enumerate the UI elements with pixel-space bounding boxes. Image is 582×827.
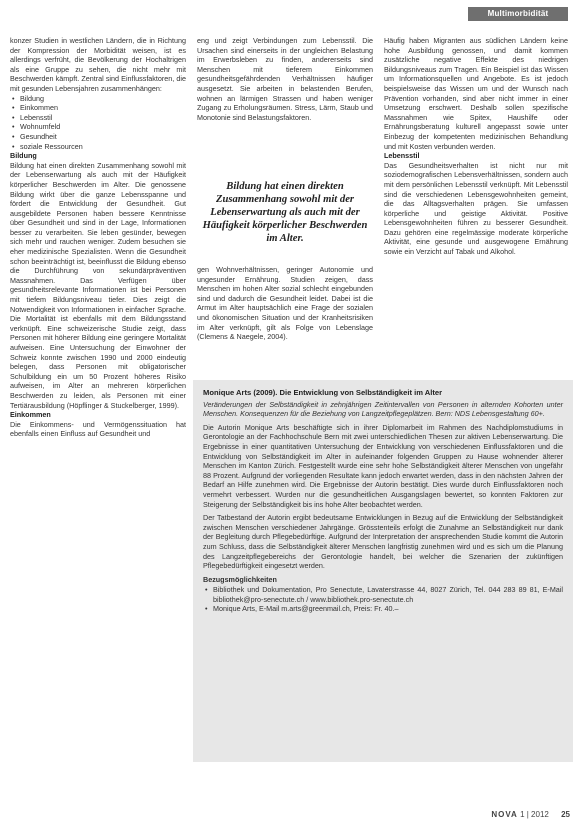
- paragraph-einkommen: Die Einkommens- und Vermögenssituation hat ebenfalls einen Einfluss auf Gesundheit und: [10, 419, 186, 439]
- paragraph-bildung: Bildung hat einen direkten Zusammenhang sowohl mit der Lebenserwartung als auch mit der Häufigkeit körperlicher Beschwerden im Alter. Die genossene Bildung wirkt über die ganze Lebensspanne und fördert die Entwicklung der Gesundheit. Gut ausgebildete Personen haben bessere Kenntnisse über Gesundheit und sind in der Lage, Informationen besser zu verarbeiten. Sie leben gesünder, bewegen sich mehr und rauchen weniger. Zudem besuchen sie eher medizinische Spezialisten. Wenn die Gesundheit schon beeinträchtigt ist, beeinflusst die Bildung ebenso die Durchführung von sekundärpräventiven Massnahmen. Das Verfügen über gesundheitsrelevante Informationen ist bei Personen mit tiefem Bildungsniveau tiefer. Dies zeigt die Notwendigkeit von Informationen in einfacher Sprache. Die Mortalität ist ebenfalls mit dem Bildungsstand verknüpft. Eine schweizerische Studie zeigt, dass Personen mit höherer Bildung eine geringere Mortalität aufweisen. Eine Untersuchung der Einwohner der Schweiz konnte zwischen 1990 und 2000 eindeutig belegen, dass Personen mit obligatorischer Schulbildung ein um 50 Prozent höheres Risiko aufweisen, im Alter an mehreren körperlichen Beschwerden zu leiden, als Personen mit einer Tertiärausbildung (Höpflinger & Stuckelberger, 1999).: [10, 160, 186, 410]
- info-box-paragraph: Die Autorin Monique Arts beschäftigte sich in ihrer Diplomarbeit im Rahmen des Nachdiplomstudiums in Gerontologie an der Fachhochschule Bern mit zwei unterschiedlichen Thesen zur aktiven Lebenserwartung. Die Ergebnisse in einer quantitativen Untersuchung der Entwicklung von verschiedenen Einflussfaktoren und die Entwicklung von Selbständigkeit im Alter in aufeinander folgenden Gruppen zu Hause wohnender älterer Menschen im Kanton Zürich. Festgestellt wurde eine sehr hohe Selbständigkeit älterer Menschen von ungefähr 88 Prozent. Aufgrund der vorliegenden Resultate kann jedoch erwartet werden, dass in den nächsten Jahren der Bedarf an Hilfe zunehmen wird. Die Ergebnisse der Autorin bestätigt. Dies wurde durch Einflussfaktoren noch vermehrt verbessert. Wurden nur die gesundheitlichen Ausgangslagen bewertet, so konnten Faktoren zur Steigerung der Selbständigkeit bis ins hohe Alter beobachtet werden.: [203, 422, 563, 509]
- factor-list: [10, 94, 186, 152]
- bezug-item: • Monique Arts, E-Mail m.arts@greenmail.ch, Preis: Fr. 40.–: [213, 604, 563, 614]
- page-footer: [491, 810, 570, 819]
- magazine-name: NOVA: [491, 810, 518, 819]
- section-tag: Multimorbidität: [468, 7, 568, 21]
- info-box-subtitle: Veränderungen der Selbständigkeit in zehnjährigen Zeitintervallen von Personen in alternden Kohorten unter Menschen. Konsequenzen für die Beziehung von Langzeitpflegeplätzen. Bern: NDS Lebensgestaltung 60+.: [203, 399, 563, 419]
- paragraph-lebensstil: Das Gesundheitsverhalten ist nicht nur mit soziodemografischen Lebensverhältnissen, sondern auch mit dem persönlichen Lebensstil verknüpft. Mit Lebensstil sind die verschiedenen Lebensgewohnheiten gemeint, die das Alltagsverhalten prägen. Sie umfassen körperliche und geistige Aktivität. Positive Lebensgewohnheiten führen zu besserer Gesundheit. Dazu gehören eine regelmässige moderate körperliche Aktivität, eine gesunde und ausgewogene Ernährung sowie ein Verzicht auf Tabak und Alkohol.: [384, 160, 568, 257]
- info-box-paragraph: Der Tatbestand der Autorin ergibt bedeutsame Entwicklungen in Bezug auf die Entwicklung der Selbständigkeit zwischen Menschen verschiedener Jahrgänge. Grösstenteils erfolgt die Zunahme an Selbständigkeit nur dank der Begleitung durch Pflegebedürftige. Aufgrund der Interpretation der ansprechenden Studie kommt die Autorin zum Schluss, dass die Selbständigkeit älterer Menschen langfristig zunehmen wird und es sich um die Planung des Langzeitpflegebereichs der Gerontologie handelt, bei welcher die Szenarien der zukünftigen Pflegebedürftigkeit eingesetzt werden.: [203, 513, 563, 571]
- subheading-bildung: Bildung: [10, 151, 37, 161]
- paragraph-migration: Häufig haben Migranten aus südlichen Ländern keine hohe Ausbildung genossen, und damit kommen zusätzliche negative Effekte des niedrigen Bildungsniveaus zum Tragen. Ein Beispiel ist das Wissen um Informationsquellen und Angebote. Es ist jedoch beispielsweise das Wissen um und der Wunsch nach Prävention vorhanden, sind aber nicht immer in einer Umsetzung erschwert. Deshalb sollen spezifische Massnahmen wie Spitex, Haushilfe oder Ernährungsberatung kulturell angepasst sowie unter Einbezug der kompetenten medizinischen Behandlung und mit Kosten verbunden werden.: [384, 36, 568, 151]
- bezug-list: [203, 585, 563, 614]
- column-right: [384, 36, 568, 257]
- column-left: [10, 36, 186, 439]
- paragraph-income-continued: eng und zeigt Verbindungen zum Lebensstil. Die Ursachen sind einerseits in der ungleichen Belastung im Erwerbsleben zu finden, andererseits sind Menschen mit tieferem Einkommen gesundheitsgefährdenden Verhältnissen häufiger ausgesetzt. Sie arbeiten in belastenden Berufen, wohnen an lärmigen Strassen und haben weniger Zugang zu Erholungsräumen. Stress, Lärm, Staub und Monotonie sind Belastungsfaktoren.: [197, 36, 373, 122]
- issue-number: 1 | 2012: [520, 810, 549, 819]
- paragraph-living-conditions: gen Wohnverhältnissen, geringer Autonomie und ungesunder Ernährung. Studien zeigen, dass Menschen im hohen Alter sozial schlecht eingebunden sind und dadurch die Gesundheit leidet. Dabei ist die Armut im Alter hauptsächlich eine Frage der sozialen und ökonomischen Situation und der Kranheitsrisiken im Alter verknüpft, gilt als Folge von Lebenslage (Clemens & Naegele, 2004).: [197, 265, 373, 342]
- subheading-lebensstil: Lebensstil: [384, 151, 420, 161]
- pull-quote: Bildung hat einen direkten Zusammenhang sowohl mit der Lebenserwartung als auch mit der Häufigkeit körperlicher Beschwerden im Alter.: [202, 181, 368, 244]
- list-item: • Wohnumfeld: [20, 122, 186, 132]
- list-item: • soziale Ressourcen: [20, 142, 186, 152]
- info-box-title: Monique Arts (2009). Die Entwicklung von Selbständigkeit im Alter: [203, 388, 443, 397]
- list-item: • Gesundheit: [20, 132, 186, 142]
- page-number: 25: [561, 810, 570, 819]
- list-item: • Bildung: [20, 94, 186, 104]
- list-item: • Einkommen: [20, 103, 186, 113]
- list-item: • Lebensstil: [20, 113, 186, 123]
- paragraph-intro: konzer Studien in westlichen Ländern, die in Richtung der Kompression der Morbidität weisen, ist es allerdings verfrüht, die Bevölkerung der Hochaltrigen als eine Gruppe zu sehen, die nicht mehr mit Beschwerden kämpft. Zentral sind Einflussfaktoren, die mit gesunden Lebensjahren zusammenhängen:: [10, 36, 186, 93]
- column-middle-top: [197, 36, 373, 122]
- info-box: [193, 380, 573, 762]
- bezug-item: • Bibliothek und Dokumentation, Pro Senectute, Lavaterstrasse 44, 8027 Zürich, Tel. 044 283 89 81, E-Mail bibliothek@pro-senectute.ch / www.bibliothek.pro-senectute.ch: [213, 585, 563, 604]
- subheading-einkommen: Einkommen: [10, 410, 51, 420]
- column-middle-bottom: [197, 265, 373, 342]
- info-box-content: [203, 388, 563, 614]
- info-box-heading-bezug: Bezugsmöglichkeiten: [203, 574, 277, 584]
